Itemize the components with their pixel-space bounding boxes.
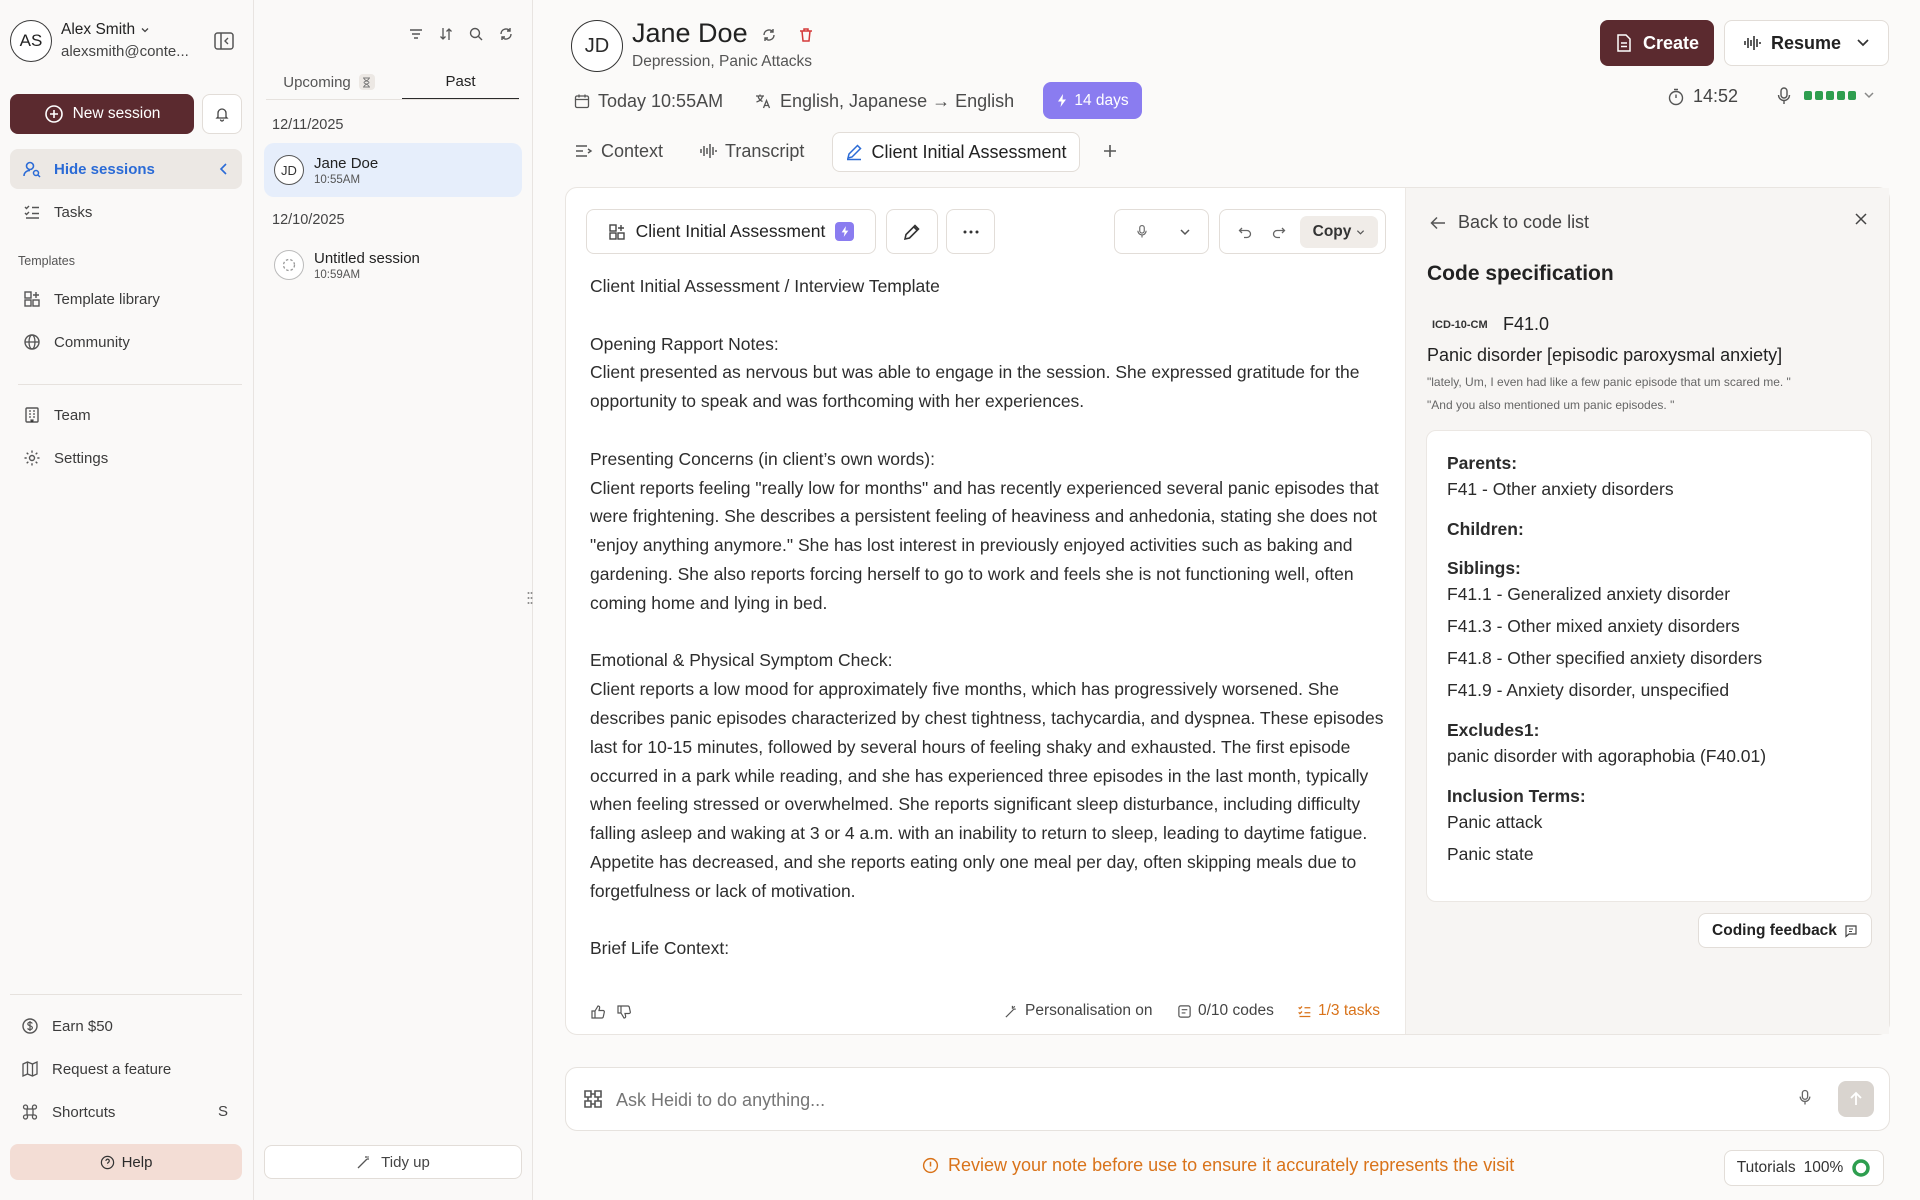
chevron-down-icon (140, 25, 150, 35)
session-date-group: 12/11/2025 (272, 117, 344, 133)
session-date[interactable] (574, 86, 723, 116)
session-date-group: 12/10/2025 (272, 212, 345, 228)
sibling-code: F41.8 - Other specified anxiety disorders (1447, 648, 1763, 668)
inclusion-terms-label: Inclusion Terms: (1447, 786, 1586, 806)
settings-label: Settings (54, 449, 109, 467)
children-label: Children: (1447, 519, 1524, 539)
resume-button[interactable] (1724, 20, 1889, 66)
undo-icon[interactable] (1238, 225, 1252, 239)
mic-level-meter (1804, 91, 1856, 100)
earn-label: Earn $50 (52, 1017, 113, 1035)
help-button[interactable] (10, 1144, 242, 1180)
pencil-icon (902, 222, 922, 242)
siblings-label: Siblings: (1447, 558, 1521, 578)
tab-context[interactable] (575, 132, 663, 170)
shortcuts-label: Shortcuts (52, 1103, 116, 1121)
hide-sessions-label: Hide sessions (54, 160, 155, 178)
template-icon (608, 223, 626, 241)
tutorials-button[interactable] (1724, 1150, 1884, 1186)
new-session-button[interactable] (10, 94, 194, 134)
lightning-icon (835, 222, 854, 241)
sidebar-item-request-feature[interactable] (8, 1049, 240, 1089)
patient-avatar: JD (571, 20, 623, 72)
tab-upcoming[interactable] (266, 64, 392, 100)
code-evidence-quote: "And you also mentioned um panic episodes. " (1427, 398, 1675, 412)
tab-upcoming-label: Upcoming (283, 73, 351, 91)
codes-label: 0/10 codes (1198, 1002, 1274, 1019)
parent-code: F41 - Other anxiety disorders (1447, 479, 1674, 499)
ask-input[interactable] (616, 1085, 1716, 1115)
dictate-control (1114, 209, 1209, 254)
languages-label: English, Japanese → English (780, 90, 1015, 111)
alert-circle-icon (922, 1157, 939, 1174)
code-value: F41.0 (1503, 314, 1550, 334)
language-selector[interactable] (754, 86, 1014, 116)
sync-icon[interactable] (760, 26, 778, 44)
filter-icon[interactable] (408, 26, 424, 42)
tasks-icon (1297, 1004, 1312, 1019)
sidebar-item-team[interactable] (10, 395, 242, 435)
microphone-icon[interactable] (1798, 1088, 1812, 1107)
translate-icon (754, 92, 772, 110)
magic-wand-icon (356, 1154, 372, 1170)
code-spec-title: Code specification (1427, 262, 1614, 285)
chevron-down-icon[interactable] (1179, 228, 1191, 236)
template-selector[interactable] (586, 209, 876, 254)
sibling-code: F41.9 - Anxiety disorder, unspecified (1447, 680, 1730, 700)
tab-assessment-label: Client Initial Assessment (871, 141, 1067, 162)
waveform-icon (699, 142, 717, 160)
session-avatar: JD (274, 155, 304, 185)
waveform-icon (1743, 34, 1761, 52)
heidi-logo-icon (580, 1086, 606, 1112)
tasks-label: Tasks (54, 203, 93, 221)
add-tab-icon[interactable] (1101, 142, 1119, 160)
team-label: Team (54, 406, 91, 424)
tutorials-label: Tutorials (1736, 1159, 1796, 1176)
tasks-status[interactable] (1297, 1002, 1380, 1020)
thumbs-down-icon[interactable] (616, 1004, 632, 1020)
microphone-icon[interactable] (1136, 223, 1148, 240)
chevron-down-icon (1356, 229, 1365, 236)
code-evidence-quote: "lately, Um, I even had like a few panic episode that um scared me. " (1427, 375, 1791, 389)
building-icon (22, 405, 42, 425)
avatar-initials: AS (10, 20, 52, 62)
session-date-label: Today 10:55AM (598, 90, 724, 111)
code-description: Panic disorder [episodic paroxysmal anxiety] (1427, 345, 1783, 365)
sidebar-item-shortcuts[interactable] (8, 1092, 240, 1132)
coding-feedback-button[interactable] (1698, 913, 1872, 948)
calendar-icon (574, 93, 590, 109)
session-item-jane-doe[interactable] (264, 143, 522, 197)
copy-label: Copy (1312, 223, 1352, 240)
history-copy-control (1219, 209, 1386, 254)
session-item-untitled[interactable] (264, 238, 522, 292)
arrow-left-icon (1430, 216, 1446, 230)
help-label: Help (121, 1153, 153, 1171)
inclusion-term: Panic state (1447, 844, 1534, 864)
session-name: Untitled session (314, 249, 420, 267)
days-badge-label: 14 days (1074, 91, 1129, 109)
tab-transcript-label: Transcript (725, 140, 805, 161)
session-time: 10:55AM (314, 173, 361, 186)
tasks-icon (22, 202, 42, 222)
plus-circle-icon (44, 104, 64, 124)
resume-label: Resume (1771, 32, 1842, 53)
sessions-panel (254, 0, 533, 1200)
gear-icon (22, 448, 42, 468)
session-timer (1667, 86, 1738, 107)
hourglass-icon (359, 74, 375, 90)
document-icon (1615, 33, 1633, 53)
thumbs-up-icon[interactable] (590, 1004, 606, 1020)
left-sidebar (0, 0, 254, 1200)
request-feature-label: Request a feature (52, 1060, 172, 1078)
context-icon (575, 143, 593, 159)
tab-context-label: Context (601, 140, 664, 161)
sparkle-wand-icon (1004, 1004, 1019, 1019)
user-avatar[interactable] (10, 20, 52, 62)
note-body[interactable]: Client Initial Assessment / Interview Template Opening Rapport Notes: Client presented as nervous but was able to engage in the session. She expressed gratitude for the opportunity to speak and was forthcoming with her experiences. Presenting Concerns (in client’s own words): Client reports feeling "really low for months" and has recently experienced several panic episodes that were frightening. She describes a persistent feeling of heaviness and anhedonia, stating she does not "enjoy anything anymore." She has lost interest in previously enjoyed activities such as baking and gardening. She also reports forcing herself to go to work and feels she is not functioning well, often coming home and lying in bed. Emotional & Physical Symptom Check: Client reports a low mood for approximately five months, which has progressively worsened. She describes panic episodes characterized by chest tightness, tachycardia, and dyspnea. These episodes last for 10-15 minutes, followed by several hours of feeling shaky and exhausted. The first episode occurred in a park while reading, and she has experienced three episodes in the last month, typically when feeling stressed or overwhelmed. She reports significant sleep disturbance, including difficulty falling asleep and waking at 3 or 4 a.m. with an inability to return to sleep, leading to daytime fatigue. Appetite has decreased, and she reports eating only one meal per day, often skipping meals due to forgetfulness or lack of motivation. Brief Life Context: (590, 276, 1384, 959)
tabs-divider (266, 99, 519, 100)
tidy-up-label: Tidy up (381, 1153, 430, 1171)
sibling-code: F41.3 - Other mixed anxiety disorders (1447, 616, 1740, 636)
trash-icon[interactable] (797, 26, 815, 44)
sidebar-item-settings[interactable] (10, 438, 242, 478)
code-box-icon (1177, 1004, 1192, 1019)
parents-label: Parents: (1447, 453, 1518, 473)
template-library-icon (22, 289, 42, 309)
session-time: 10:59AM (314, 268, 361, 281)
chevron-left-icon (218, 162, 230, 176)
dashed-circle-icon (274, 250, 304, 280)
create-button[interactable] (1600, 20, 1714, 66)
tidy-up-button[interactable] (264, 1145, 522, 1179)
days-badge[interactable] (1043, 82, 1142, 119)
chevron-down-icon[interactable] (1863, 90, 1875, 100)
code-hierarchy-box (1426, 430, 1872, 902)
review-warning-text: Review your note before use to ensure it accurately represents the visit (948, 1155, 1515, 1175)
copy-button[interactable] (1300, 216, 1378, 248)
user-name: Alex Smith (61, 21, 136, 38)
map-icon (20, 1059, 40, 1079)
microphone-icon[interactable] (1776, 86, 1792, 106)
excluded-code: panic disorder with agoraphobia (F40.01) (1447, 746, 1767, 766)
sidebar-divider (18, 384, 242, 385)
send-button[interactable] (1838, 1081, 1874, 1117)
stopwatch-icon (1667, 88, 1685, 106)
tasks-status-label: 1/3 tasks (1318, 1002, 1381, 1019)
personalisation-label: Personalisation on (1025, 1002, 1153, 1019)
search-icon[interactable] (468, 26, 484, 42)
user-search-icon (22, 159, 42, 179)
pencil-icon (845, 143, 863, 161)
chevron-down-icon[interactable] (1856, 38, 1870, 48)
tutorials-percent: 100% (1803, 1159, 1844, 1176)
question-circle-icon (100, 1155, 115, 1170)
lightning-icon (1056, 93, 1068, 108)
dollar-circle-icon (20, 1016, 40, 1036)
patient-name[interactable]: Jane Doe (632, 18, 748, 48)
sidebar-item-template-library[interactable] (10, 279, 242, 319)
tab-past[interactable] (402, 64, 519, 100)
sort-icon[interactable] (438, 26, 454, 42)
resize-handle-icon[interactable] (527, 590, 533, 606)
session-name: Jane Doe (314, 154, 379, 172)
edit-button[interactable] (886, 209, 938, 254)
template-name-label: Client Initial Assessment (635, 221, 826, 241)
globe-icon (22, 332, 42, 352)
sidebar-item-community[interactable] (10, 322, 242, 362)
create-label: Create (1642, 32, 1700, 53)
close-icon[interactable] (1853, 211, 1869, 227)
review-warning (922, 1155, 1514, 1176)
ask-bar (565, 1067, 1890, 1131)
code-system: ICD-10-CM (1432, 319, 1488, 331)
message-icon (1844, 924, 1858, 938)
shortcuts-key: S (217, 1103, 228, 1120)
refresh-icon[interactable] (498, 26, 514, 42)
more-options-button[interactable] (946, 209, 995, 254)
user-menu[interactable] (61, 21, 150, 39)
new-session-label: New session (72, 105, 161, 122)
sidebar-item-tasks[interactable] (10, 192, 242, 232)
hide-sessions-item[interactable] (10, 149, 242, 189)
back-to-code-list-button[interactable] (1430, 212, 1589, 233)
codes-status[interactable] (1177, 1002, 1274, 1020)
personalisation-status[interactable] (1004, 1002, 1153, 1020)
inclusion-term: Panic attack (1447, 812, 1543, 832)
ellipsis-icon (963, 230, 979, 234)
timer-label: 14:52 (1693, 86, 1739, 106)
arrow-up-icon (1849, 1091, 1863, 1107)
patient-tags: Depression, Panic Attacks (632, 53, 813, 70)
tab-transcript[interactable] (699, 132, 804, 170)
bell-icon (214, 106, 230, 122)
coding-feedback-label: Coding feedback (1712, 921, 1837, 939)
sidebar-bottom-divider (10, 994, 242, 995)
sibling-code: F41.1 - Generalized anxiety disorder (1447, 584, 1731, 604)
notifications-button[interactable] (202, 94, 242, 134)
templates-section-label: Templates (18, 254, 75, 268)
tab-past-label: Past (445, 72, 476, 90)
command-icon (20, 1102, 40, 1122)
redo-icon[interactable] (1272, 225, 1286, 239)
excludes-label: Excludes1: (1447, 720, 1540, 740)
back-label: Back to code list (1458, 212, 1590, 232)
progress-ring-icon (1851, 1158, 1871, 1178)
collapse-sidebar-icon[interactable] (213, 30, 235, 52)
community-label: Community (54, 333, 130, 351)
template-library-label: Template library (54, 290, 160, 308)
tab-client-initial-assessment[interactable] (832, 132, 1080, 172)
user-email: alexsmith@conte... (61, 43, 189, 60)
code-specification-panel (1405, 188, 1889, 1034)
sidebar-item-earn[interactable] (8, 1006, 240, 1046)
